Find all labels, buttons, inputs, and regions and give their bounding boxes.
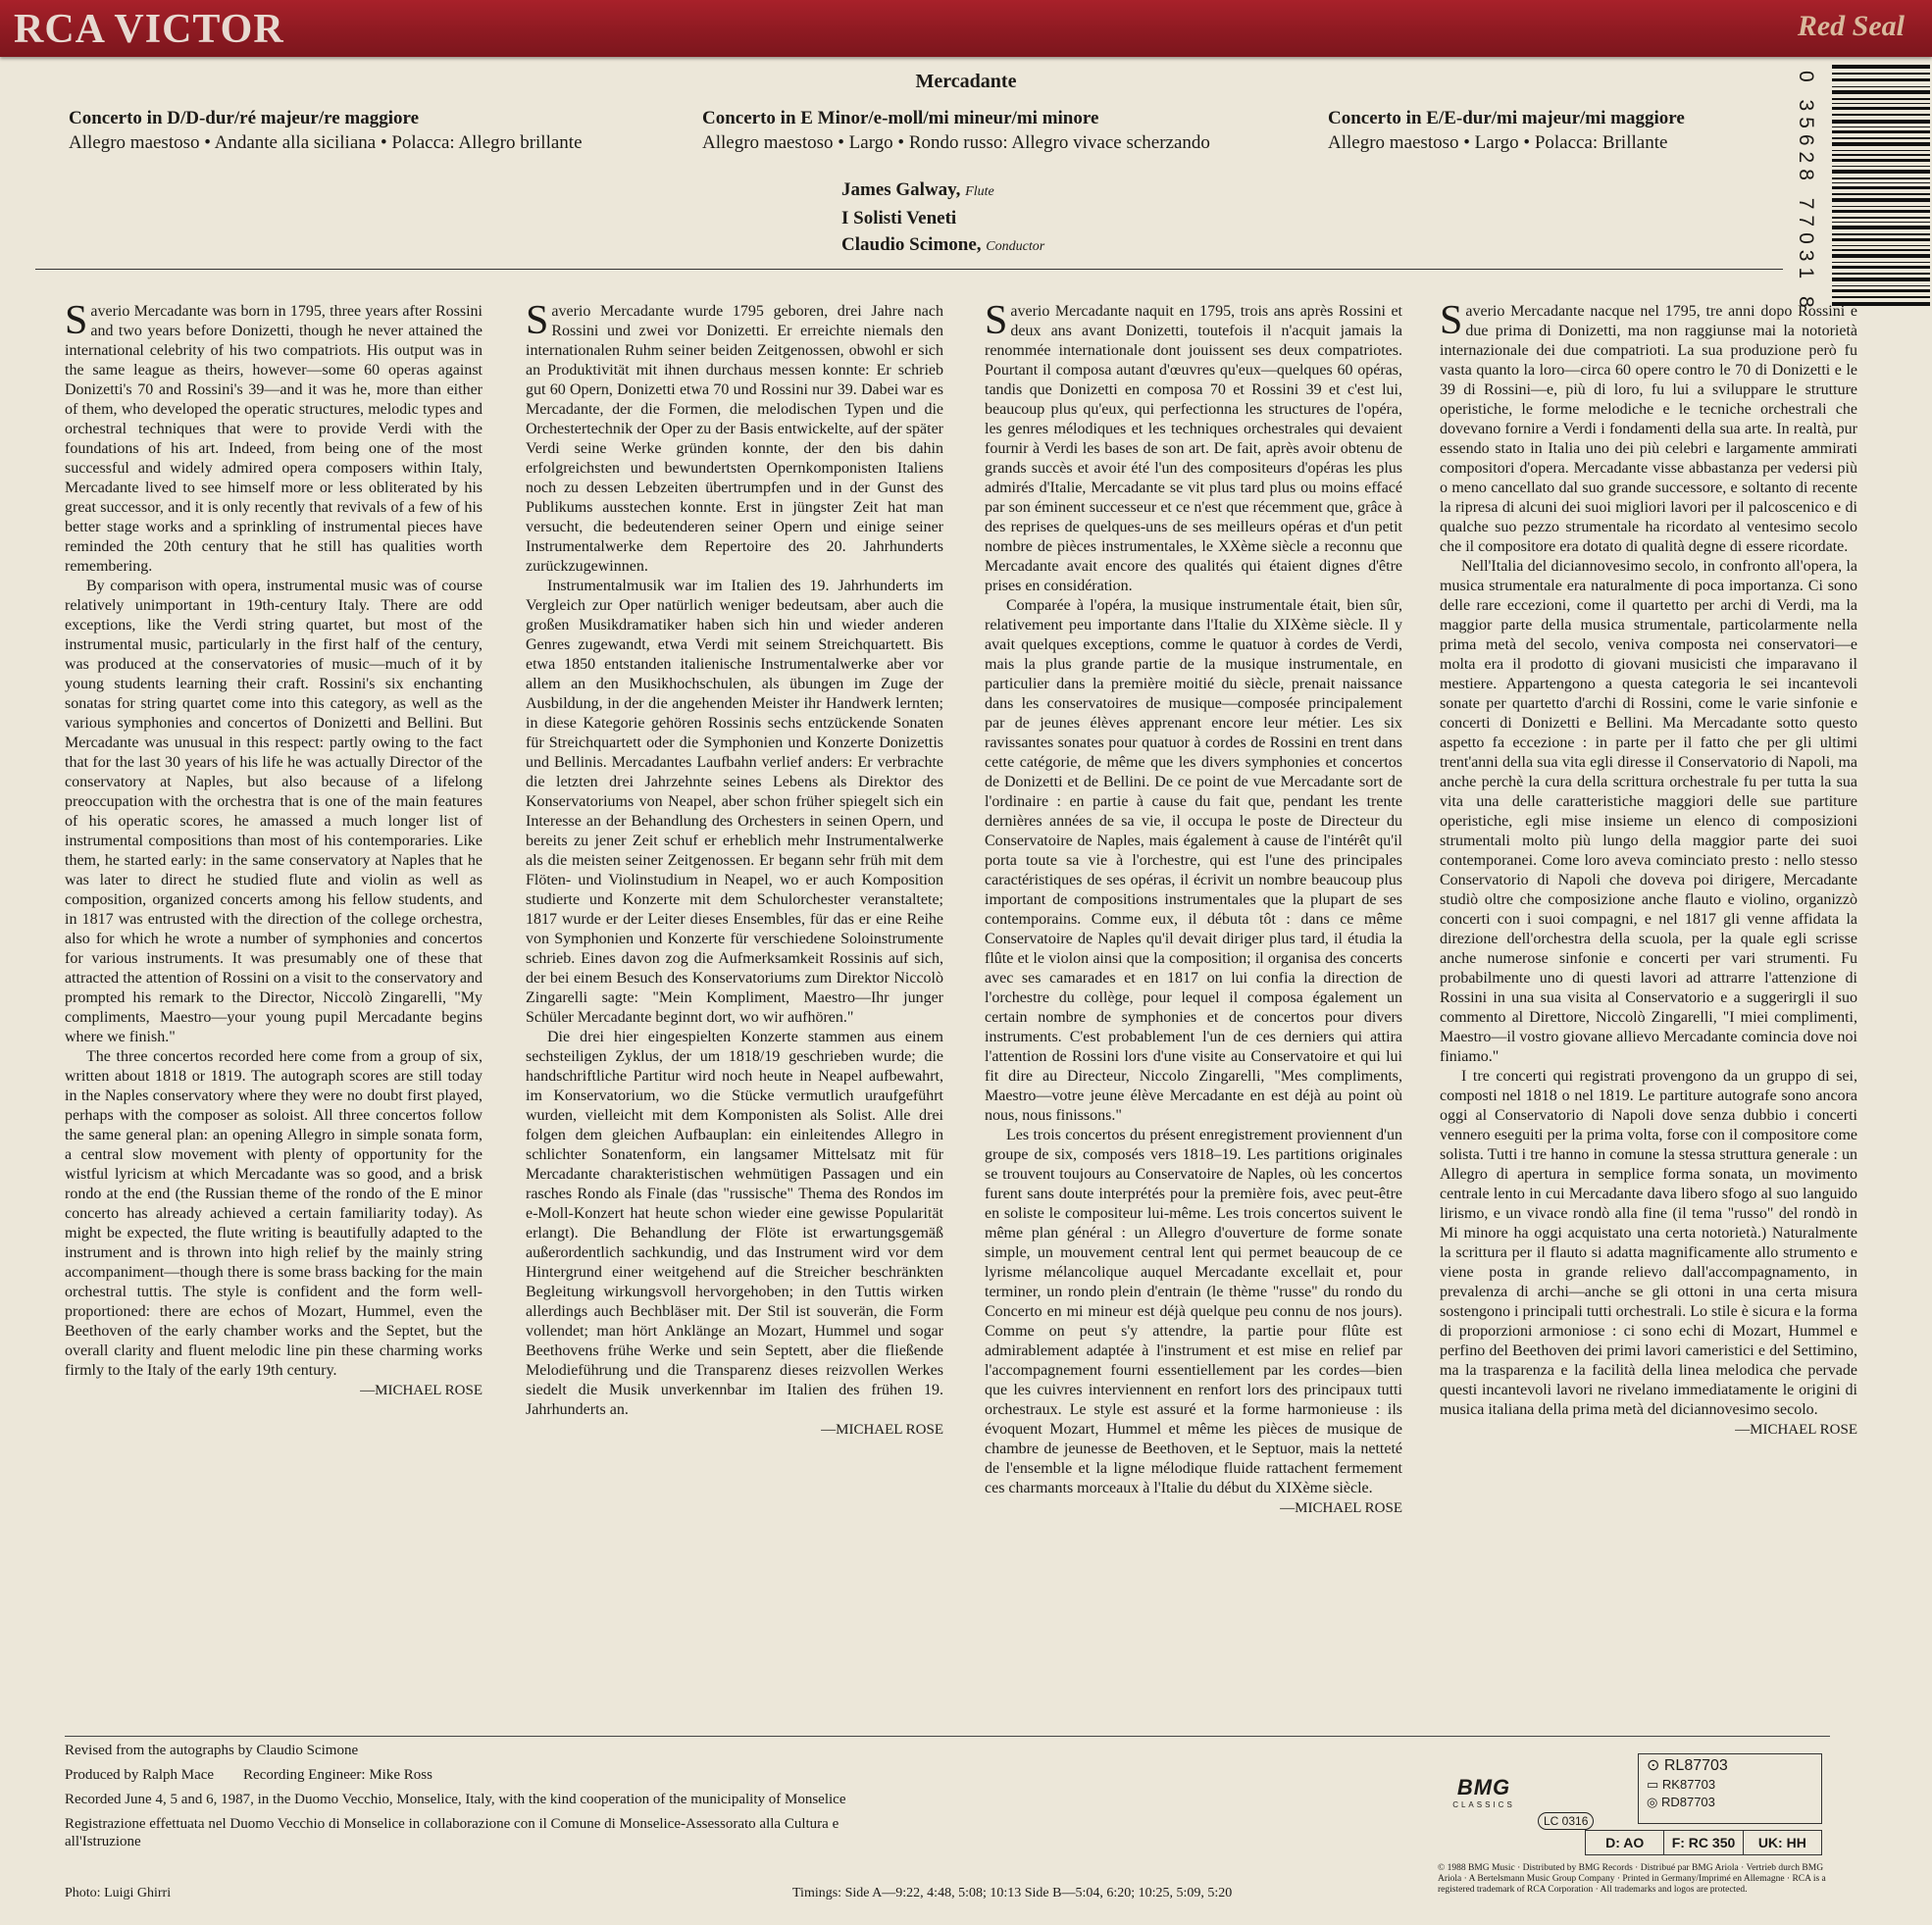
header-divider <box>35 269 1820 270</box>
performer-soloist: James Galway, Flute <box>841 179 994 200</box>
credit-producer: Produced by Ralph Mace <box>65 1767 215 1783</box>
barcode-number: 0 35628 77031 8 <box>1795 71 1817 314</box>
red-seal-logo: Red Seal <box>1797 10 1905 42</box>
notes-italian <box>1440 298 1857 1440</box>
composer-name: Mercadante <box>915 71 1017 92</box>
author-signature: —MICHAEL ROSE <box>1735 1422 1857 1438</box>
header-banner <box>0 0 1932 57</box>
notes-german <box>526 298 943 1440</box>
performer-conductor: Claudio Scimone, Conductor <box>841 234 1045 255</box>
notes-paragraph: I tre concerti qui registrati provengono da un gruppo di sei, composti nel 1818 o nel 1819. Le partiture autografe sono ancora oggi al Conservatorio di Napoli dove senza dubbio i concerti vennero eseguiti per la prima volta, forse con il compositore come solista. Tutti i tre hanno in comune la stessa struttura generale : un Allegro di apertura in semplice forma sonata, un movimento centrale lento in cui Mercadante dava libero sfogo al suo languido lirismo, e un vivace rondò alla fine (il tema "russo" del rondò in Mi minore ha oggi acquistato una certa notorietà.) Naturalmente la scrittura per il flauto si adatta magnificamente allo strumento e viene posta in grande relievo dall'accompagnamento, in prevalenza di archi—anche se gli ottoni in una certa misura sostengono i principali tutti orchestrali. Lo stile è sicura e la forma di proporzioni armoniose : ci sono echi di Mozart, Hummel e perfino del Beethoven dei primi lavori cameristici e del Settimino, ma la trasparenza e la facilità della linea melodica che pervade questi incantevoli lavori ne rivelano immediatamente le origini di musica italiana della prima metà del diciannovesimo secolo. <box>1440 1068 1857 1418</box>
work-title: Concerto in E Minor/e-moll/mi mineur/mi minore <box>702 108 1099 128</box>
copyright-notice: © 1988 BMG Music · Distributed by BMG Records · Distribué par BMG Ariola · Vertrieb durch BMG Ariola · A Bertelsmann Music Group Company · Printed in Germany/Imprimé en Allemagne · RCA is a registered trademark of RCA Corporation · All trademarks and logos are protected. <box>1438 1863 1826 1895</box>
performer-ensemble: I Solisti Veneti <box>841 208 957 228</box>
credit-recorded: Recorded June 4, 5 and 6, 1987, in the Duomo Vecchio, Monselice, Italy, with the kind cooperation of the municipality of Monselice <box>65 1792 846 1807</box>
notes-paragraph: Comparée à l'opéra, la musique instrumentale était, bien sûr, relativement peu importante dans l'Italie du XIXème siècle. Il y avait quelques exceptions, comme le quatuor à cordes de Verdi, mais la plus grande partie de la musique instrumentale, en particulier dans la première moitié du siècle, prenait naissance dans les conservatoires de musique—composée principalement par de jeunes élèves apprenant encore leur métier. Les six ravissantes sonates pour quatuor à cordes de Rossini en trent dans cette catégorie, de même que les divers symphonies et concertos de Donizetti et de Bellini. De ce point de vue Mercadante sort de l'ordinaire : en partie à cause du fait que, pendant les trente dernières années de sa vie, il occupa le poste de Directeur du Conservatoire de Naples, mais également à cause de l'intérêt qu'il porta toute sa vie à l'orchestre, qui est l'une des principales caractéristiques de ses opéras, il écrivit un nombre beaucoup plus important de compositions instrumentales que la plupart de ses contemporains. Comme eux, il débuta tôt : dans ce même Conservatoire de Naples qu'il devait diriger plus tard, il étudia la flûte et le violon ainsi que la composition; il organisa des concerts avec ses camarades et en 1817 on lui confia la direction de l'orchestre du collège, pour lequel il composa également un certain nombre de symphonies et de concertos pour divers instruments. C'est probablement l'un de ces derniers qui attira l'attention de Rossini lors d'une visite au Conservatoire et qui lui fit dire au Directeur, Niccolo Zingarelli, "Mes compliments, Maestro—votre jeune élève Mercadante en est déjà au point où nous, nous finissons." <box>985 597 1402 1124</box>
author-signature: —MICHAEL ROSE <box>360 1383 483 1398</box>
bmg-classics-logo: BMG CLASSICS <box>1452 1775 1515 1809</box>
dist-code: D: AO <box>1586 1831 1664 1854</box>
footer-divider <box>65 1736 1830 1737</box>
credit-revised: Revised from the autographs by Claudio Scimone <box>65 1743 359 1758</box>
author-signature: —MICHAEL ROSE <box>1280 1500 1402 1516</box>
notes-paragraph: Saverio Mercadante was born in 1795, three years after Rossini and two years before Donizetti, though he never attained the international celebrity of his two compatriots. His output was in the same league as theirs, however—some 60 operas against Donizetti's 70 and Rossini's 39—and it was he, more than either of them, who developed the operatic structures, melodic types and orchestral techniques that were to provide Verdi with the foundations of his art. Indeed, from being one of the most successful and widely admired opera composers within Italy, Mercadante lived to see himself more or less obliterated by his great successor, and it is only recently that revivals of a few of his better stage works and a sprinkling of instrumental pieces have reminded the 20th century that he still has qualities worth remembering. <box>65 298 483 575</box>
distribution-codes <box>1585 1830 1822 1855</box>
notes-paragraph: Saverio Mercadante wurde 1795 geboren, drei Jahre nach Rossini und zwei vor Donizetti. Er erreichte niemals den internationalen Ruhm seiner beiden Zeitgenossen, obwohl er sich an Produktivität mit ihnen durchaus messen konnte: Er schrieb gut 60 Opern, Donizetti etwa 70 und Rossini nur 39. Dabei war es Mercadante, der die Formen, die melodischen Typen und die Orchestertechnik der Oper zu der Basis entwickelte, auf der später Verdi seine Werke gründen konnte, der den bis dahin erfolgreichsten und bewundertsten Opernkomponisten Italiens noch zu dessen Lebzeiten übertrumpfen und in der Gunst des Publikums ausstechen konnte. Erst in jüngster Zeit hat man versucht, die bedeutenderen seiner Opern und einige seiner Instrumentalwerke dem Repertoire des 20. Jahrhunderts zurückzugewinnen. <box>526 298 943 575</box>
dist-code: UK: HH <box>1757 1835 1806 1850</box>
timings: Timings: Side A—9:22, 4:48, 5:08; 10:13 Side B—5:04, 6:20; 10:25, 5:09, 5:20 <box>792 1886 1233 1900</box>
credit-engineer: Recording Engineer: Mike Ross <box>243 1767 432 1783</box>
notes-paragraph: Die drei hier eingespielten Konzerte stammen aus einem sechsteiligen Zyklus, der um 1818/19 geschrieben wurde; die handschriftliche Partitur wird noch heute in Neapel aufbewahrt, im Konservatorium, wo die Stücke vermutlich uraufgeführt wurden, vielleicht mit dem Komponisten als Solist. Alle drei folgen dem gleichen Aufbauplan: ein einleitendes Allegro in schlichter Sonatenform, ein langsamer Mittelsatz mit für Mercadante charakteristischen wehmütigen Passagen und ein rasches Rondo als Finale (das "russische" Thema des Rondos im e-Moll-Konzert hat heute schon wieder eine gewisse Popularität erlangt). Die Behandlung der Flöte ist erwartungsgemäß außerordentlich sachkundig, und das Instrument wird vor dem Hintergrund einer weitgehend auf die Streicher beschränkten Begleitung wirkungsvoll hervorgehoben; in den Tuttis wirken allerdings auch Bechbläser mit. Der Stil ist souverän, die Form vollendet; man hört Anklänge an Mozart, Hummel und sogar Beethovens frühe Werke und sein Septett, aber die fließende Melodieführung und die Transparenz dieses reizvollen Werkes siedelt die Musik unverkennbar im Italien des frühen 19. Jahrhunderts an. <box>526 1029 943 1418</box>
credit-photo: Photo: Luigi Ghirri <box>65 1886 172 1900</box>
work-movements: Allegro maestoso • Andante alla siciliana • Polacca: Allegro brillante <box>69 132 583 153</box>
credit-registrazione: Registrazione effettuata nel Duomo Vecchio di Monselice in collaborazione con il Comune di Monselice-Assessorato alla Cultura e all'Istruzione <box>65 1816 839 1849</box>
notes-paragraph: Saverio Mercadante naquit en 1795, trois ans après Rossini et deux ans avant Donizetti, toutefois il n'acquit jamais la renommée internationale dont jouissent ses deux compatriotes. Pourtant il composa autant d'œuvres qu'eux—quelques 60 opéras, tandis que Donizetti en composa 70 et Rossini 39 et c'est lui, beaucoup plus qu'eux, qui perfectionna les structures de l'opéra, les genres mélodiques et les techniques orchestrales qui devaient fournir à Verdi les bases de son art. De fait, après avoir obtenu de grands succès et avoir été l'un des compositeurs d'opéras les plus admirés d'Italie, Mercadante se vit plus tard plus ou moins effacé par son éminent successeur et ce n'est que récemment que, grâce à des reprises de quelques-uns de ses meilleurs opéras et d'un petit nombre de pièces instrumentales, le XXème siècle a reconnu que Mercadante avait encore des qualités qui étaient dignes d'être prises en considération. <box>985 298 1402 594</box>
label-code-badge: LC 0316 <box>1538 1812 1594 1830</box>
work-concerto-d <box>69 106 583 155</box>
catalog-numbers <box>1638 1753 1822 1824</box>
work-movements: Allegro maestoso • Largo • Rondo russo: Allegro vivace scherzando <box>702 132 1210 153</box>
notes-paragraph: Les trois concertos du présent enregistrement proviennent d'un groupe de six, composés vers 1818–19. Les partitions originales se trouvent toujours au Conservatoire de Naples, où les concertos furent sans doute interprétés pour la première fois, avec peut-être en soliste le compositeur lui-même. Les trois concertos suivent le même plan général : un Allegro d'ouverture de forme sonate simple, un mouvement central lent qui permet beaucoup de ce lyrisme mélancolique auquel Mercadante excellait et, pour terminer, un rondo plein d'entrain (le thème "russe" du rondo du Concerto en mi mineur est déjà quelque peu connu de nos jours). Comme on peut s'y attendre, la partie pour flûte est admirablement adaptée à l'instrument et est mise en relief par l'accompagnement fourni essentiellement par les cordes—bien que les cuivres interviennent en renfort lors des principaux tutti orchestraux. Le style est assuré et la forme harmonieuse : ils évoquent Mozart, Hummel et même les pièces de musique de chambre de jeunesse de Beethoven, et le Septuor, mais la netteté de l'ensemble et la ligne mélodique fluide rattachent fermement ces charmants morceaux à l'Italie du début du XIXème siècle. <box>985 1127 1402 1496</box>
catalog-cd: ◎ RD87703 <box>1647 1795 1715 1809</box>
credit-production <box>65 1766 879 1784</box>
notes-paragraph: By comparison with opera, instrumental music was of course relatively unimportant in 19th-century Italy. There are odd exceptions, like the Verdi string quartet, but most of the instrumental music, particularly in the first half of the century, was produced at the conservatories of music—much of it by young students learning their craft. Rossini's six enchanting sonatas for string quartet come into this category, as well as the various symphonies and concertos of Donizetti and Bellini. But Mercadante was unusual in this respect: partly owing to the fact that for the last 30 years of his life he was actually Director of the conservatory at Naples, but also because of a lifelong preoccupation with the orchestra that is one of the main features of his operatic scores, he amassed a much longer list of instrumental compositions than most of his contemporaries. Like them, he started early: in the same conservatory at Naples that he was later to direct he studied flute and violin as well as composition, organized concerts among his fellow students, and in 1817 was entrusted with the direction of the college orchestra, also for which he wrote a number of symphonies and concertos for various instruments. It was presumably one of these that attracted the attention of Rossini on a visit to the conservatory and prompted his remark to the Director, Niccolò Zingarelli, "My compliments, Maestro—your young pupil Mercadante begins where we finish." <box>65 578 483 1045</box>
author-signature: —MICHAEL ROSE <box>821 1422 943 1438</box>
credits <box>65 1742 879 1857</box>
catalog-lp: ⊙ RL87703 <box>1647 1757 1728 1774</box>
work-title: Concerto in D/D-dur/ré majeur/re maggiore <box>69 108 420 128</box>
notes-paragraph: Saverio Mercadante nacque nel 1795, tre anni dopo Rossini e due prima di Donizetti, ma non raggiunse mai la notorietà internazionale dei due compatrioti. La sua produzione però fu vasta quanto la loro—circa 60 opere contro le 70 di Donizetti e le 39 di Rossini—e, più di loro, fu lui a sviluppare le strutture operistiche, le forme melodiche e le tecniche orchestrali che dovevano fornire a Verdi i fondamenti della sua arte. In realtà, pur essendo stato in Italia uno dei più celebri e largamente ammirati compositori d'opera. Mercadante visse abbastanza per vedersi più o meno cancellato dal suo grande successore, e soltanto di recente la ripresa di alcuni dei suoi migliori lavori per il palcoscenico e di qualche suo pezzo strumentale ha ricordato al ventesimo secolo che il compositore era dotato di qualità degne di essere ricordate. <box>1440 298 1857 555</box>
work-title: Concerto in E/E-dur/mi majeur/mi maggiore <box>1328 108 1685 128</box>
dist-code: F: RC 350 <box>1664 1831 1743 1854</box>
work-movements: Allegro maestoso • Largo • Polacca: Brillante <box>1328 132 1668 153</box>
notes-paragraph: Nell'Italia del diciannovesimo secolo, in confronto all'opera, la musica strumentale era naturalmente di poca importanza. Ci sono delle rare eccezioni, come il quartetto per archi di Verdi, ma la maggior parte della musica strumentale, particolarmente nella prima metà del secolo, veniva composta nei conservatori—e molta era il prodotto di giovani musicisti che imparavano il mestiere. Appartengono a questa categoria le sei incantevoli sonate per quartetto d'archi di Rossini, come le varie sinfonie e concerti di Donizetti e Bellini. Ma Mercadante sotto questo aspetto fa eccezione : in parte per il fatto che per gli ultimi trent'anni della sua vita egli diresse il Conservatorio di Napoli, ma anche perchè la cura della scrittura orchestrale fu per tutta la sua vita una delle caratteristiche maggiori delle sue partiture operistiche, egli mise insieme un elenco di composizioni strumentali molto più lungo della maggior parte dei suoi contemporanei. Come loro aveva cominciato presto : nello stesso Conservatorio di Napoli che doveva poi dirigere, Mercadante studiò oltre che composizione anche flauto e violino, organizzò concerti con i suoi compagni, e nel 1817 gli venne affidata la direzione dell'orchestra della scuola, per la quale egli scrisse anche numerose sinfonie e concerti per vari strumenti. Fu probabilmente uno di questi lavori ad attrarre l'attenzione di Rossini in una sua visita al Conservatorio e a suggerirgli il suo commento al Direttore, Niccolò Zingarelli, "I miei complimenti, Maestro—il vostro giovane allievo Mercadante comincia dove noi finiamo." <box>1440 558 1857 1065</box>
notes-english <box>65 298 483 1400</box>
notes-paragraph: The three concertos recorded here come from a group of six, written about 1818 or 1819. The autograph scores are still today in the Naples conservatory where they were no doubt first played, perhaps with the composer as soloist. All three concertos follow the same general plan: an opening Allegro in simple sonata form, a central slow movement with plenty of opportunity for the wistful lyricism at which Mercadante was so good, and a brisk rondo at the end (the Russian theme of the rondo of the E minor concerto has already achieved a certain familiarity today). As might be expected, the flute writing is beautifully adapted to the instrument and is thrown into high relief by the mainly string accompaniment—though there is some brass backing for the main orchestral tuttis. The style is confident and the form well-proportioned: there are echos of Mozart, Hummel, even the Beethoven of the early chamber works and the Septet, but the overall clarity and fluent melodic line pin these charming works firmly to the Italy of the early 19th century. <box>65 1048 483 1379</box>
work-concerto-e-minor <box>702 106 1210 155</box>
rca-victor-logo: RCA VICTOR <box>14 7 284 52</box>
work-concerto-e <box>1328 106 1685 155</box>
notes-paragraph: Instrumentalmusik war im Italien des 19. Jahrhunderts im Vergleich zur Oper natürlich weniger bedeutsam, aber auch die großen Musikdramatiker haben sich hin und wieder anderen Genres zugewandt, etwa Verdi mit seinem Streichquartett. Bis etwa 1850 entstanden italienische Instrumentalwerke aber vor allem an den Musikhochschulen, als übungen im Zuge der Ausbildung, in der die angehenden Meister ihr Handwerk lernten; in diese Kategorie gehören Rossinis sechs entzückende Sonaten für Streichquartett oder die Symphonien und Konzerte Donizettis und Bellinis. Mercadantes Laufbahn verlief anders: Er verbrachte die letzten drei Jahrzehnte seines Lebens als Direktor des Konservatoriums von Neapel, aber schon früher spiegelt sich ein Interesse an der Behandlung des Orchesters in seinen Opern, und bereits zu jener Zeit schuf er erheblich mehr Instrumentalwerke als die meisten seiner Zeitgenossen. Er begann sehr früh mit dem Flöten- und Violinstudium in Neapel, wo er auch Komposition studierte und Konzerte mit dem Schulorchester veranstaltete; 1817 wurde er der Leiter dieses Ensembles, für das er eine Reihe von Symphonien und Konzerte für verschiedene Soloinstrumente schrieb. Eines davon zog die Aufmerksamkeit Rossinis auf sich, der bei einem Besuch des Konservatoriums zum Direktor Niccolò Zingarelli sagte: "Mein Kompliment, Maestro—Ihr junger Schüler Mercadante beginnt dort, wo wir aufhören." <box>526 578 943 1026</box>
performers <box>841 177 1044 260</box>
notes-french <box>985 298 1402 1518</box>
catalog-cassette: ▭ RK87703 <box>1647 1777 1716 1792</box>
